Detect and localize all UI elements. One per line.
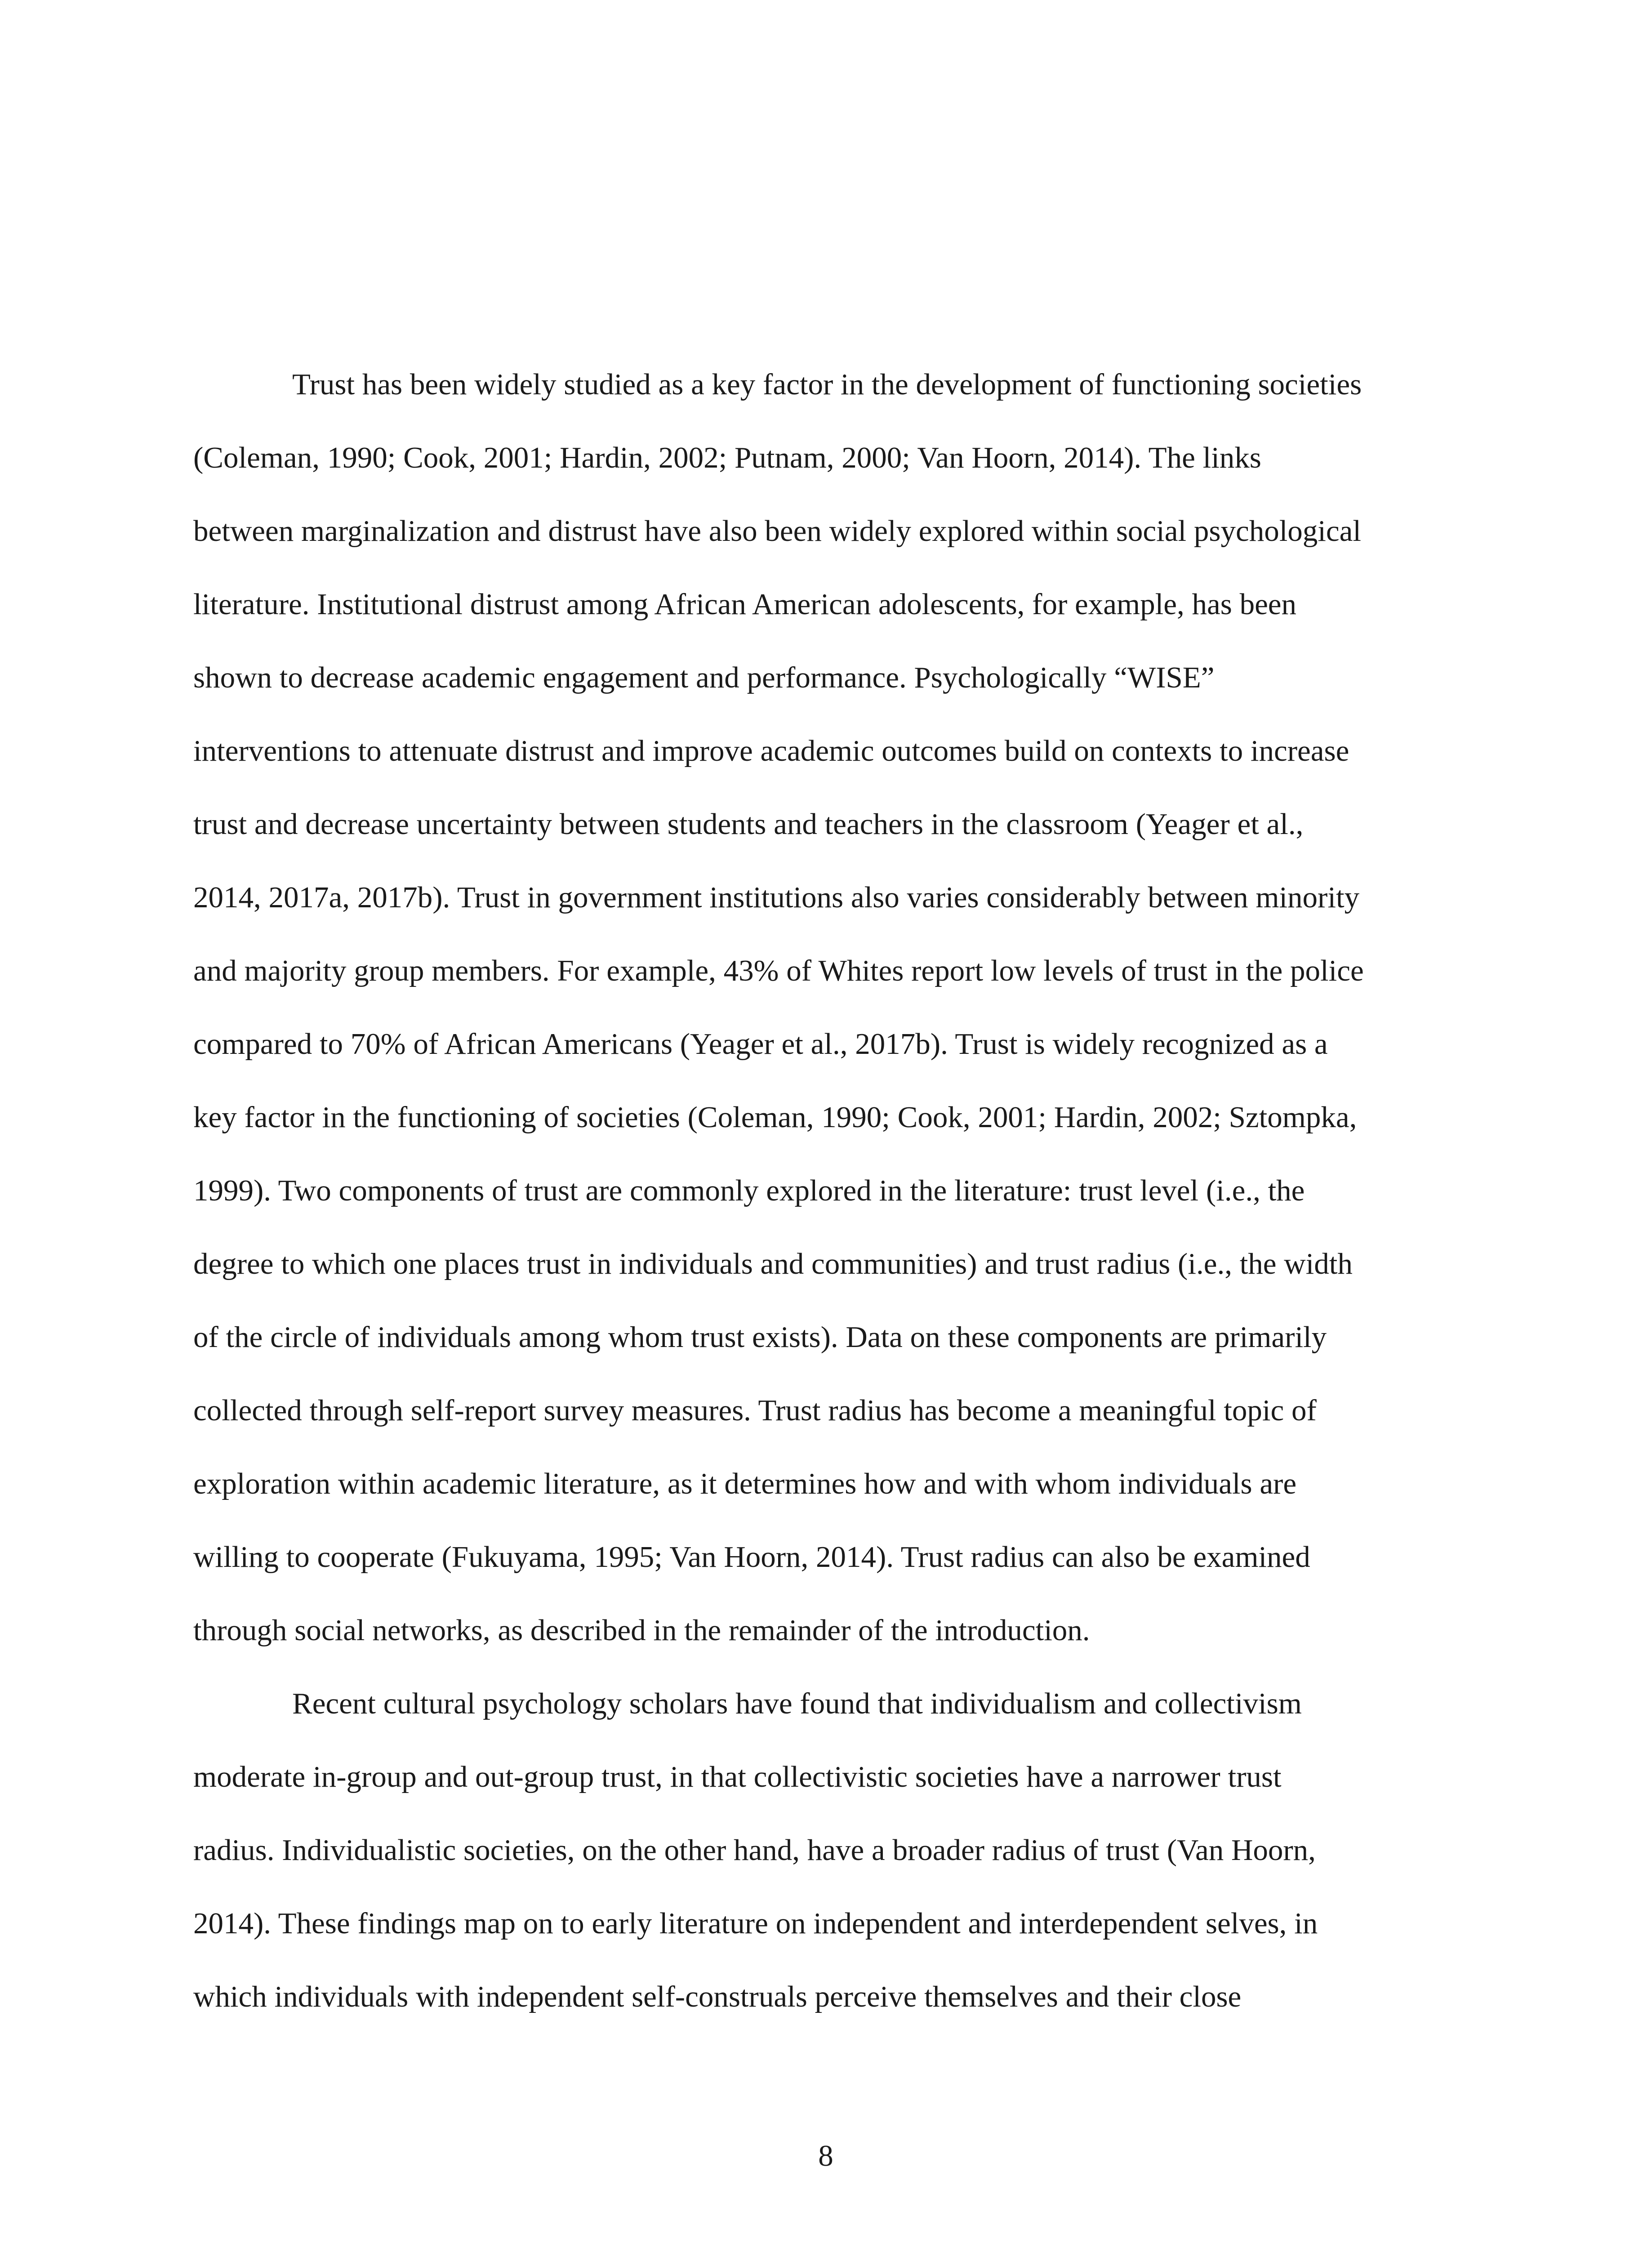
paragraph-1-line-6: interventions to attenuate distrust and improve academic outcomes build on contexts to increase [193,734,1349,767]
paragraph-1-line-3: between marginalization and distrust have also been widely explored within social psychological [193,514,1362,548]
paragraph-1-line-14: of the circle of individuals among whom trust exists). Data on these components are primarily [193,1320,1327,1354]
paragraph-1-line-12: 1999). Two components of trust are commonly explored in the literature: trust level (i.e., the [193,1174,1305,1207]
paragraph-2-line-4: 2014). These findings map on to early literature on independent and interdependent selves, in [193,1907,1318,1940]
paragraph-1-line-10: compared to 70% of African Americans (Yeager et al., 2017b). Trust is widely recognized as a [193,1027,1328,1061]
paragraph-1-line-15: collected through self-report survey measures. Trust radius has become a meaningful topic of [193,1394,1317,1427]
paragraph-1-line-17: willing to cooperate (Fukuyama, 1995; Van Hoorn, 2014). Trust radius can also be examined [193,1540,1310,1574]
paragraph-1-line-7: trust and decrease uncertainty between students and teachers in the classroom (Yeager et al., [193,807,1304,841]
page-number: 8 [818,2139,833,2172]
paragraph-1-line-16: exploration within academic literature, as it determines how and with whom individuals are [193,1467,1297,1500]
paragraph-1-line-9: and majority group members. For example, 43% of Whites report low levels of trust in the police [193,954,1364,987]
paragraph-2-line-3: radius. Individualistic societies, on the other hand, have a broader radius of trust (Van Hoorn, [193,1833,1316,1867]
paragraph-1-line-13: degree to which one places trust in individuals and communities) and trust radius (i.e., the width [193,1247,1353,1280]
paragraph-1-line-2: (Coleman, 1990; Cook, 2001; Hardin, 2002; Putnam, 2000; Van Hoorn, 2014). The links [193,441,1261,474]
paragraph-2-line-1: Recent cultural psychology scholars have found that individualism and collectivism [292,1687,1302,1720]
paragraph-1-line-18: through social networks, as described in the remainder of the introduction. [193,1614,1090,1647]
paragraph-2-line-5: which individuals with independent self-construals perceive themselves and their close [193,1980,1242,2013]
paragraph-1-line-8: 2014, 2017a, 2017b). Trust in government institutions also varies considerably between minority [193,881,1360,914]
paragraph-2-line-2: moderate in-group and out-group trust, in that collectivistic societies have a narrower trust [193,1760,1282,1793]
paragraph-1-line-1: Trust has been widely studied as a key factor in the development of functioning societies [292,368,1362,401]
paragraph-1-line-11: key factor in the functioning of societies (Coleman, 1990; Cook, 2001; Hardin, 2002; Sztompka, [193,1101,1357,1134]
paragraph-1-line-4: literature. Institutional distrust among African American adolescents, for example, has been [193,588,1297,621]
paragraph-1-line-5: shown to decrease academic engagement and performance. Psychologically “WISE” [193,661,1215,694]
